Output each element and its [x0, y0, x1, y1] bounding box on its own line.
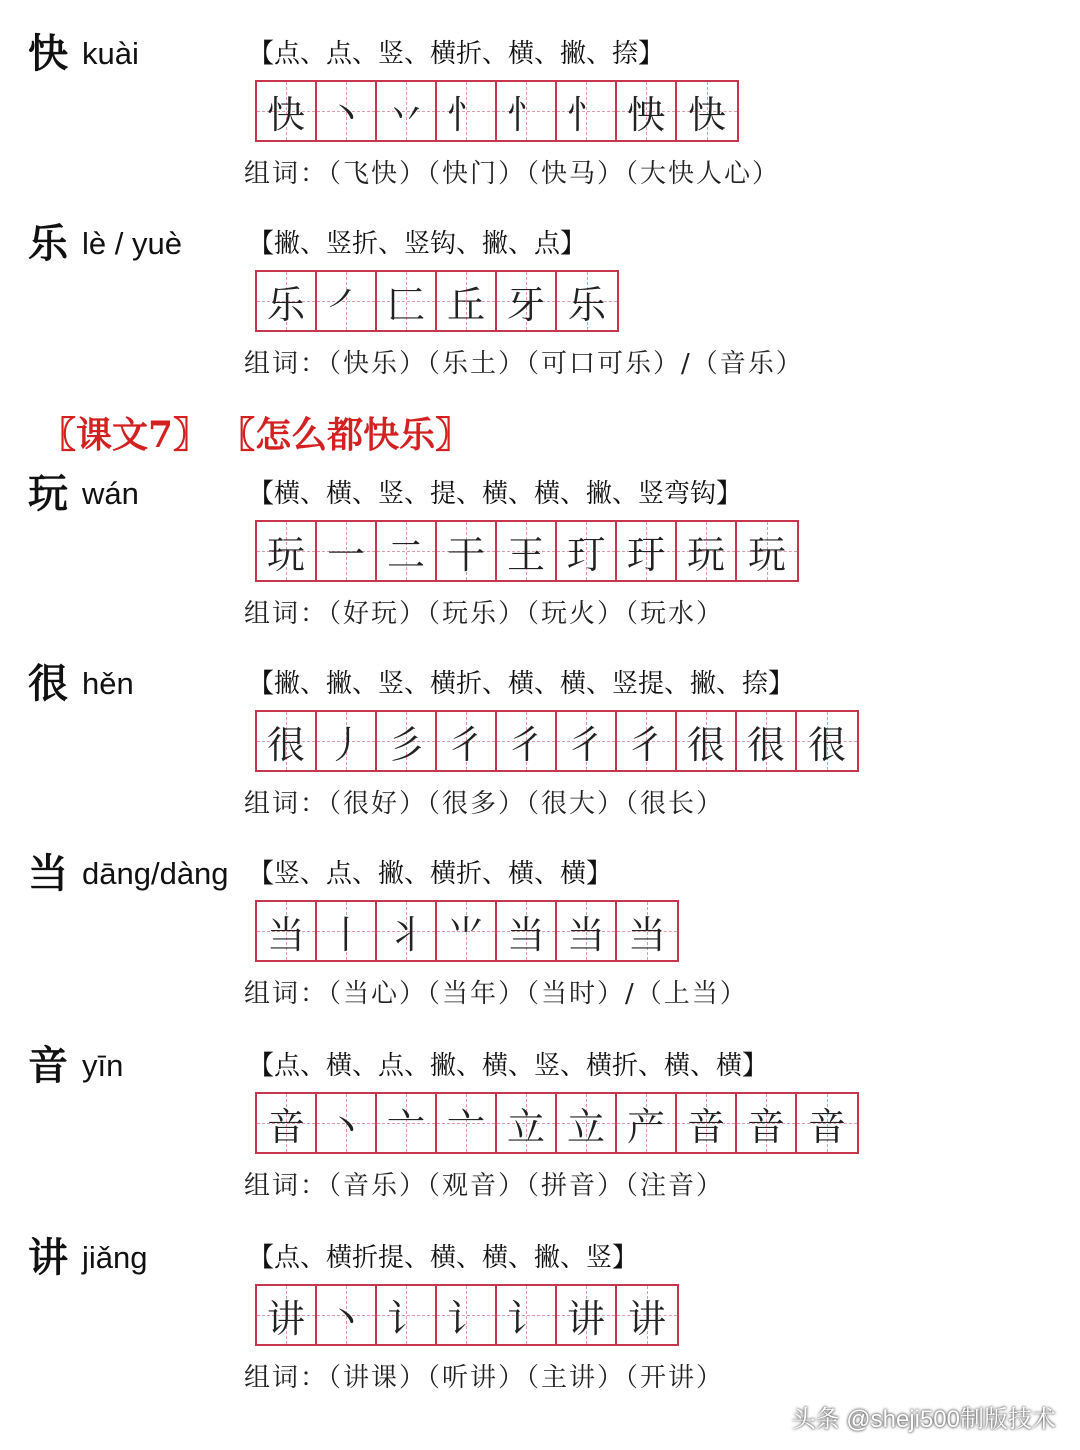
word-examples: 组词：（好玩）（玩乐）（玩火）（玩水）: [244, 599, 725, 629]
stroke-cell: [557, 1286, 617, 1344]
stroke-cell: [737, 712, 797, 770]
stroke-grid: [255, 1284, 679, 1346]
stroke-step: 玩: [686, 532, 725, 577]
stroke-cell: [617, 902, 677, 960]
stroke-cell: [617, 82, 677, 140]
stroke-step: 忄: [506, 92, 545, 137]
pinyin: hěn: [82, 666, 134, 701]
stroke-cell: [617, 712, 677, 770]
stroke-step: 丨: [326, 912, 365, 957]
stroke-step: 丶: [326, 92, 365, 137]
character: 乐: [28, 221, 68, 267]
stroke-grid: [255, 270, 619, 332]
stroke-step: 快: [687, 92, 726, 137]
stroke-step: 当: [506, 912, 545, 957]
stroke-step: 怏: [626, 92, 665, 137]
stroke-cell: [677, 522, 737, 580]
stroke-step: 立: [566, 1104, 605, 1149]
stroke-order-text: 【竖、点、撇、横折、横、横】: [248, 859, 613, 889]
stroke-cell: [677, 82, 737, 140]
stroke-step: 牙: [506, 282, 545, 327]
stroke-cell: [377, 1094, 437, 1152]
word-examples: 组词：（当心）（当年）（当时）/（上当）: [244, 979, 748, 1009]
stroke-grid: [255, 710, 859, 772]
stroke-cell: [557, 82, 617, 140]
stroke-cell: [497, 272, 557, 330]
stroke-step: ⺌: [446, 912, 485, 957]
stroke-cell: [437, 902, 497, 960]
stroke-cell: [557, 902, 617, 960]
stroke-grid: [255, 1092, 859, 1154]
stroke-cell: [377, 1286, 437, 1344]
stroke-cell: [497, 82, 557, 140]
stroke-step: 丿: [326, 722, 365, 767]
stroke-step: ㇒: [326, 282, 365, 327]
stroke-cell: [497, 1286, 557, 1344]
character: 当: [28, 851, 68, 897]
stroke-step: 音: [686, 1104, 725, 1149]
stroke-cell: [677, 712, 737, 770]
stroke-cell: [557, 272, 617, 330]
stroke-step: 快: [266, 92, 305, 137]
stroke-step: 音: [807, 1104, 846, 1149]
stroke-step: 产: [626, 1104, 665, 1149]
stroke-step: 玎: [566, 532, 605, 577]
stroke-step: 丷: [386, 92, 425, 137]
stroke-cell: [317, 902, 377, 960]
character: 玩: [28, 471, 68, 517]
stroke-step: 匚: [386, 282, 425, 327]
stroke-step: 乐: [266, 282, 305, 327]
stroke-step: 彳: [446, 722, 485, 767]
word-examples: 组词：（讲课）（听讲）（主讲）（开讲）: [244, 1363, 725, 1393]
stroke-step: 很: [807, 722, 846, 767]
stroke-cell: [257, 1286, 317, 1344]
stroke-cell: [497, 712, 557, 770]
stroke-order-text: 【撇、竖折、竖钩、撇、点】: [248, 229, 587, 259]
word-examples: 组词：（音乐）（观音）（拼音）（注音）: [244, 1171, 725, 1201]
stroke-step: 当: [627, 912, 666, 957]
stroke-step: 亠: [386, 1104, 425, 1149]
pinyin: wán: [82, 476, 139, 511]
stroke-cell: [497, 1094, 557, 1152]
stroke-cell: [377, 82, 437, 140]
stroke-step: 很: [266, 722, 305, 767]
stroke-step: 彳: [506, 722, 545, 767]
stroke-cell: [257, 1094, 317, 1152]
stroke-cell: [797, 1094, 857, 1152]
pinyin: yīn: [82, 1048, 124, 1083]
stroke-cell: [797, 712, 857, 770]
pinyin: lè / yuè: [82, 226, 182, 261]
stroke-cell: [257, 522, 317, 580]
stroke-cell: [617, 522, 677, 580]
character: 快: [28, 31, 68, 77]
pinyin: kuài: [82, 36, 139, 71]
stroke-step: 丶: [326, 1104, 365, 1149]
pinyin: jiǎng: [82, 1240, 148, 1275]
stroke-step: 很: [746, 722, 785, 767]
stroke-step: 乐: [567, 282, 606, 327]
stroke-step: 彡: [386, 722, 425, 767]
stroke-step: 亠: [446, 1104, 485, 1149]
stroke-cell: [437, 522, 497, 580]
stroke-step: 王: [506, 532, 545, 577]
word-examples: 组词：（很好）（很多）（很大）（很长）: [244, 789, 725, 819]
character: 讲: [28, 1235, 68, 1281]
stroke-cell: [557, 712, 617, 770]
stroke-cell: [317, 712, 377, 770]
stroke-cell: [257, 272, 317, 330]
stroke-cell: [497, 902, 557, 960]
stroke-step: 彳: [566, 722, 605, 767]
stroke-step: 讠: [506, 1296, 545, 1341]
stroke-order-text: 【点、横、点、撇、横、竖、横折、横、横】: [248, 1051, 769, 1081]
stroke-cell: [377, 712, 437, 770]
character: 很: [28, 661, 68, 707]
stroke-cell: [737, 522, 797, 580]
stroke-cell: [497, 522, 557, 580]
stroke-cell: [437, 712, 497, 770]
stroke-step: 讲: [627, 1296, 666, 1341]
lesson-number: 〖课文7〗: [40, 414, 210, 456]
watermark: 头条 @sheji500制版技术: [791, 1406, 1056, 1433]
stroke-step: 音: [266, 1104, 305, 1149]
stroke-step: 玩: [266, 532, 305, 577]
stroke-step: 当: [566, 912, 605, 957]
stroke-cell: [257, 712, 317, 770]
stroke-cell: [377, 272, 437, 330]
stroke-grid: [255, 80, 739, 142]
stroke-cell: [317, 272, 377, 330]
stroke-step: 音: [746, 1104, 785, 1149]
stroke-cell: [557, 522, 617, 580]
character: 音: [28, 1043, 68, 1089]
stroke-order-text: 【横、横、竖、提、横、横、撇、竖弯钩】: [248, 479, 743, 509]
lesson-title: 〖怎么都快乐〗: [237, 414, 472, 456]
stroke-step: 丘: [446, 282, 485, 327]
stroke-step: 干: [446, 532, 485, 577]
stroke-cell: [377, 902, 437, 960]
word-examples: 组词：（飞快）（快门）（快马）（大快人心）: [244, 159, 781, 189]
stroke-order-text: 【点、横折提、横、横、撇、竖】: [248, 1243, 639, 1273]
stroke-order-text: 【点、点、竖、横折、横、撇、捺】: [248, 39, 665, 69]
stroke-step: 立: [506, 1104, 545, 1149]
stroke-cell: [317, 1094, 377, 1152]
stroke-step: 丬: [386, 912, 425, 957]
stroke-cell: [737, 1094, 797, 1152]
stroke-step: 一: [326, 532, 365, 577]
stroke-cell: [677, 1094, 737, 1152]
stroke-cell: [437, 1094, 497, 1152]
stroke-step: 很: [686, 722, 725, 767]
stroke-step: 当: [266, 912, 305, 957]
pinyin: dāng/dàng: [82, 856, 229, 891]
stroke-cell: [377, 522, 437, 580]
stroke-step: 二: [386, 532, 425, 577]
lesson-header: [40, 410, 471, 460]
stroke-step: 忄: [446, 92, 485, 137]
stroke-cell: [437, 82, 497, 140]
stroke-cell: [557, 1094, 617, 1152]
stroke-step: 玗: [626, 532, 665, 577]
word-examples: 组词：（快乐）（乐土）（可口可乐）/（音乐）: [244, 349, 804, 379]
stroke-step: 忄: [566, 92, 605, 137]
stroke-step: 彳: [626, 722, 665, 767]
stroke-cell: [257, 82, 317, 140]
stroke-step: 丶: [326, 1296, 365, 1341]
stroke-cell: [437, 1286, 497, 1344]
stroke-cell: [317, 1286, 377, 1344]
stroke-cell: [617, 1286, 677, 1344]
stroke-cell: [617, 1094, 677, 1152]
stroke-cell: [317, 522, 377, 580]
stroke-step: 玩: [747, 532, 786, 577]
stroke-cell: [257, 902, 317, 960]
stroke-step: 讠: [446, 1296, 485, 1341]
stroke-step: 讲: [266, 1296, 305, 1341]
stroke-step: 讲: [566, 1296, 605, 1341]
stroke-cell: [437, 272, 497, 330]
stroke-grid: [255, 520, 799, 582]
stroke-order-text: 【撇、撇、竖、横折、横、横、竖提、撇、捺】: [248, 669, 795, 699]
stroke-step: 讠: [386, 1296, 425, 1341]
stroke-grid: [255, 900, 679, 962]
stroke-cell: [317, 82, 377, 140]
